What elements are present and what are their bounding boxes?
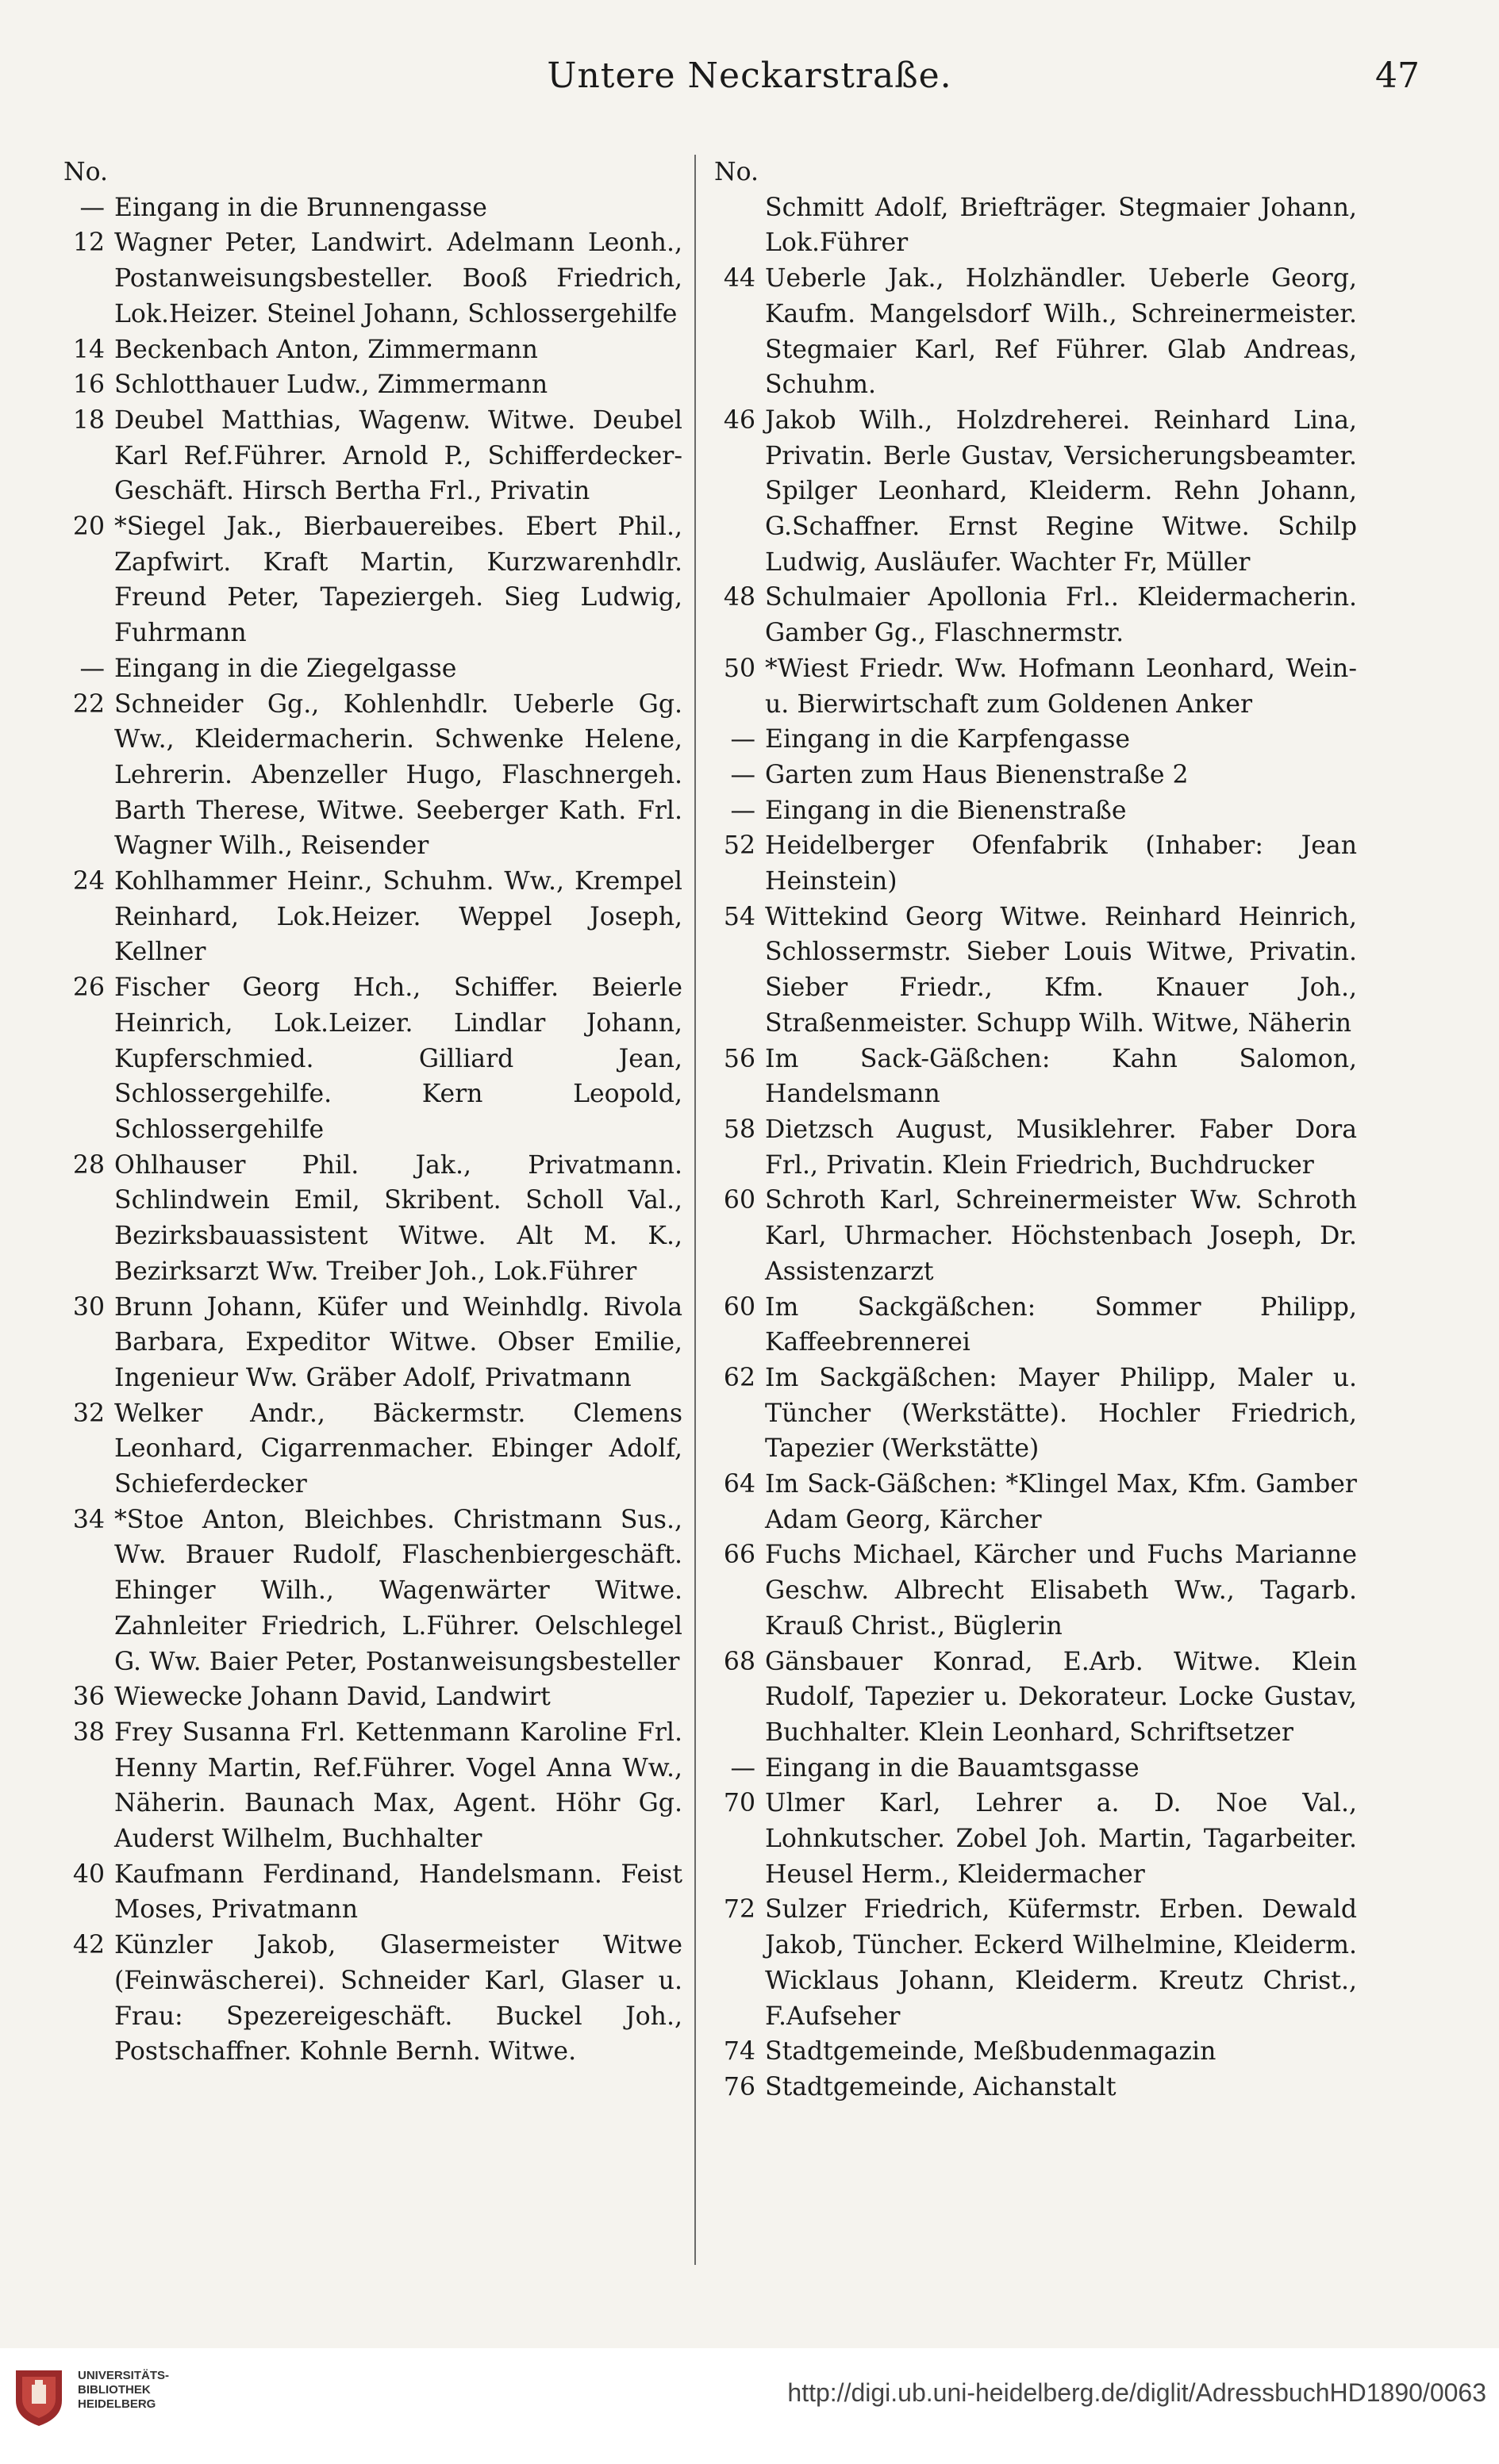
- resident-list: Eingang in die Bauamtsgasse: [765, 1753, 1140, 1783]
- house-number: 66: [723, 1541, 755, 1570]
- resident-list: Deubel Matthias, Wagenw. Witwe. Deubel Karl Ref.Führer. Arnold P., Schifferdecker-Geschäft. Hirsch Bertha Frl., Privatin: [114, 405, 682, 506]
- column-heading: No.: [63, 158, 108, 186]
- house-number: —: [730, 1753, 755, 1783]
- address-entry: [63, 332, 682, 368]
- house-number: 12: [72, 228, 105, 258]
- resident-list: Kaufmann Ferdinand, Handelsmann. Feist Moses, Privatmann: [114, 1860, 682, 1925]
- resident-list: *Wiest Friedr. Ww. Hofmann Leonhard, Wein- u. Bierwirtschaft zum Goldenen Anker: [765, 654, 1357, 719]
- resident-list: Eingang in die Ziegelgasse: [114, 654, 457, 683]
- resident-list: Kohlhammer Heinr., Schuhm. Ww., Krempel Reinhard, Lok.Heizer. Weppel Joseph, Kellner: [114, 867, 682, 967]
- resident-list: Jakob Wilh., Holzdreherei. Reinhard Lina, Privatin. Berle Gustav, Versicherungsbeamter. Spilger Leonhard, Kleiderm. Rehn Johann, G.Schaffner. Ernst Regine Witwe. Schilp Ludwig, Ausläufer. Wachter Fr, Müller: [765, 405, 1357, 577]
- house-number: 36: [72, 1683, 105, 1712]
- house-number: 16: [72, 370, 105, 400]
- address-entry: [63, 1396, 682, 1503]
- address-entry: [714, 1892, 1357, 2034]
- address-entry: [714, 1042, 1357, 1112]
- address-entry: [63, 509, 682, 651]
- address-entry: [714, 1183, 1357, 1289]
- resident-list: Schmitt Adolf, Briefträger. Stegmaier Johann, Lok.Führer: [765, 193, 1357, 258]
- left-column: [63, 155, 682, 2070]
- address-entry: [63, 1679, 682, 1715]
- address-entry: [714, 190, 1357, 261]
- resident-list: Beckenbach Anton, Zimmermann: [114, 335, 538, 364]
- house-number: 32: [72, 1399, 105, 1428]
- house-number: 54: [723, 902, 755, 931]
- address-entry: [63, 970, 682, 1148]
- house-number: 40: [72, 1860, 105, 1889]
- resident-list: Ueberle Jak., Holzhändler. Ueberle Georg, Kaufm. Mangelsdorf Wilh., Schreinermeister. Stegmaier Karl, Ref Führer. Glab Andreas, Schuhm.: [765, 264, 1357, 400]
- address-entry: [63, 225, 682, 332]
- library-name: UNIVERSITÄTS- BIBLIOTHEK HEIDELBERG: [78, 2369, 170, 2411]
- address-entry: [714, 1751, 1357, 1787]
- address-entry: [63, 687, 682, 865]
- house-number: 24: [72, 867, 105, 896]
- footer-bar: [0, 2348, 1499, 2464]
- house-number: 42: [72, 1931, 105, 1960]
- house-number: 14: [72, 335, 105, 364]
- house-number: 22: [72, 689, 105, 719]
- resident-list: Fuchs Michael, Kärcher und Fuchs Marianne Geschw. Albrecht Elisabeth Ww., Tagarb. Krauß Christ., Büglerin: [765, 1541, 1357, 1641]
- house-number: 64: [723, 1470, 755, 1499]
- page-title: Untere Neckarstraße.: [547, 56, 952, 96]
- house-number: 28: [72, 1150, 105, 1180]
- house-number: 74: [723, 2037, 755, 2067]
- house-number: 58: [723, 1115, 755, 1144]
- house-number: —: [730, 796, 755, 825]
- resident-list: Gänsbauer Konrad, E.Arb. Witwe. Klein Rudolf, Tapezier u. Dekorateur. Locke Gustav, Buchhalter. Klein Leonhard, Schriftsetzer: [765, 1647, 1357, 1747]
- house-number: 44: [723, 264, 755, 294]
- house-number: 34: [72, 1505, 105, 1534]
- house-number: 48: [723, 583, 755, 612]
- address-entry: [714, 1786, 1357, 1892]
- address-entry: [63, 1857, 682, 1928]
- address-entry: [714, 722, 1357, 758]
- address-entry: [63, 651, 682, 687]
- house-number: —: [730, 725, 755, 754]
- right-column: [714, 155, 1357, 2105]
- house-number: 56: [723, 1044, 755, 1073]
- house-number: —: [79, 193, 105, 222]
- address-entry: [714, 1645, 1357, 1751]
- resident-list: Im Sackgäßchen: Mayer Philipp, Maler u. Tüncher (Werkstätte). Hochler Friedrich, Tapezier (Werkstätte): [765, 1363, 1357, 1464]
- address-entry: [63, 1928, 682, 2070]
- house-number: 18: [72, 405, 105, 435]
- column-heading: No.: [714, 158, 759, 186]
- resident-list: Sulzer Friedrich, Küfermstr. Erben. Dewald Jakob, Tüncher. Eckerd Wilhelmine, Kleiderm. Wicklaus Johann, Kleiderm. Kreutz Christ., F.Aufseher: [765, 1895, 1357, 2031]
- resident-list: Stadtgemeinde, Aichanstalt: [765, 2072, 1117, 2101]
- address-entry: [63, 1290, 682, 1396]
- house-number: 30: [72, 1292, 105, 1322]
- house-number: 60: [723, 1292, 755, 1322]
- resident-list: Wiewecke Johann David, Landwirt: [114, 1683, 551, 1712]
- address-entry: [63, 190, 682, 226]
- address-entry: [63, 864, 682, 970]
- house-number: —: [730, 760, 755, 789]
- resident-list: *Stoe Anton, Bleichbes. Christmann Sus., Ww. Brauer Rudolf, Flaschenbiergeschäft. Ehinger Wilh., Wagenwärter Witwe. Zahnleiter Friedrich, L.Führer. Oelschlegel G. Ww. Baier Peter, Postanweisungsbesteller: [114, 1505, 682, 1676]
- address-entry: [714, 1361, 1357, 1467]
- resident-list: Stadtgemeinde, Meßbudenmagazin: [765, 2037, 1216, 2067]
- address-entry: [714, 580, 1357, 651]
- resident-list: Künzler Jakob, Glasermeister Witwe (Feinwäscherei). Schneider Karl, Glaser u. Frau: Spezereigeschäft. Buckel Joh., Postschaffner. Kohnle Bernh. Witwe.: [114, 1931, 682, 2067]
- resident-list: Wagner Peter, Landwirt. Adelmann Leonh., Postanweisungsbesteller. Booß Friedrich, Lok.Heizer. Steinel Johann, Schlossergehilfe: [114, 228, 682, 328]
- resident-list: Schroth Karl, Schreinermeister Ww. Schroth Karl, Uhrmacher. Höchstenbach Joseph, Dr. Assistenzarzt: [765, 1186, 1357, 1286]
- address-entry: [714, 403, 1357, 581]
- address-entry: [63, 403, 682, 509]
- resident-list: Garten zum Haus Bienenstraße 2: [765, 760, 1189, 789]
- address-entry: [63, 1715, 682, 1857]
- house-number: 38: [72, 1718, 105, 1747]
- address-entry: [714, 828, 1357, 899]
- resident-list: Wittekind Georg Witwe. Reinhard Heinrich, Schlossermstr. Sieber Louis Witwe, Privatin. Sieber Friedr., Kfm. Knauer Joh., Straßenmeister. Schupp Wilh. Witwe, Näherin: [765, 902, 1357, 1038]
- resident-list: Ohlhauser Phil. Jak., Privatmann. Schlindwein Emil, Skribent. Scholl Val., Bezirksbauassistent Witwe. Alt M. K., Bezirksarzt Ww. Treiber Joh., Lok.Führer: [114, 1150, 682, 1286]
- resident-list: Im Sackgäßchen: Sommer Philipp, Kaffeebrennerei: [765, 1292, 1357, 1357]
- house-number: 68: [723, 1647, 755, 1676]
- library-logo: [11, 2366, 194, 2429]
- resident-list: Brunn Johann, Küfer und Weinhdlg. Rivola Barbara, Expeditor Witwe. Obser Emilie, Ingenieur Ww. Gräber Adolf, Privatmann: [114, 1292, 682, 1392]
- house-number: 76: [723, 2072, 755, 2101]
- address-entry: [63, 367, 682, 403]
- resident-list: Frey Susanna Frl. Kettenmann Karoline Frl. Henny Martin, Ref.Führer. Vogel Anna Ww., Näherin. Baunach Max, Agent. Höhr Gg. Auderst Wilhelm, Buchhalter: [114, 1718, 682, 1854]
- address-entry: [714, 1537, 1357, 1644]
- resident-list: Schulmaier Apollonia Frl.. Kleidermacherin. Gamber Gg., Flaschnermstr.: [765, 583, 1357, 648]
- address-entry: [714, 2034, 1357, 2070]
- resident-list: Welker Andr., Bäckermstr. Clemens Leonhard, Cigarrenmacher. Ebinger Adolf, Schieferdecker: [114, 1399, 682, 1499]
- house-number: 50: [723, 654, 755, 683]
- address-entry: [714, 261, 1357, 403]
- page-header: [48, 56, 1451, 103]
- resident-list: Fischer Georg Hch., Schiffer. Beierle Heinrich, Lok.Leizer. Lindlar Johann, Kupferschmied. Gilliard Jean, Schlossergehilfe. Kern Leopold, Schlossergehilfe: [114, 973, 682, 1144]
- source-url[interactable]: http://digi.ub.uni-heidelberg.de/diglit/AdressbuchHD1890/0063: [787, 2378, 1486, 2407]
- resident-list: Eingang in die Brunnengasse: [114, 193, 487, 222]
- address-entry: [714, 2070, 1357, 2105]
- resident-list: Im Sack-Gäßchen: *Klingel Max, Kfm. Gamber Adam Georg, Kärcher: [765, 1470, 1357, 1534]
- address-entry: [714, 1112, 1357, 1183]
- resident-list: Ulmer Karl, Lehrer a. D. Noe Val., Lohnkutscher. Zobel Joh. Martin, Tagarbeiter. Heusel Herm., Kleidermacher: [765, 1789, 1357, 1889]
- resident-list: Dietzsch August, Musiklehrer. Faber Dora Frl., Privatin. Klein Friedrich, Buchdrucker: [765, 1115, 1357, 1180]
- page-number: 47: [1375, 56, 1420, 96]
- address-entry: [714, 793, 1357, 829]
- column-divider: [694, 155, 696, 2265]
- resident-list: Schneider Gg., Kohlenhdlr. Ueberle Gg. Ww., Kleidermacherin. Schwenke Helene, Lehrerin. Abenzeller Hugo, Flaschnergeh. Barth Therese, Witwe. Seeberger Kath. Frl. Wagner Wilh., Reisender: [114, 689, 682, 861]
- resident-list: Eingang in die Karpfengasse: [765, 725, 1131, 754]
- house-number: 20: [72, 512, 105, 542]
- address-entry: [63, 1503, 682, 1680]
- house-number: 70: [723, 1789, 755, 1818]
- resident-list: Eingang in die Bienenstraße: [765, 796, 1127, 825]
- house-number: —: [79, 654, 105, 683]
- address-entry: [714, 651, 1357, 722]
- resident-list: Schlotthauer Ludw., Zimmermann: [114, 370, 548, 400]
- resident-list: Im Sack-Gäßchen: Kahn Salomon, Handelsmann: [765, 1044, 1357, 1109]
- house-number: 46: [723, 405, 755, 435]
- address-entry: [714, 758, 1357, 793]
- address-entry: [714, 900, 1357, 1042]
- house-number: 52: [723, 831, 755, 861]
- library-seal-icon: [11, 2366, 67, 2428]
- address-entry: [714, 1290, 1357, 1361]
- house-number: [714, 190, 765, 261]
- house-number: 60: [723, 1186, 755, 1215]
- resident-list: Heidelberger Ofenfabrik (Inhaber: Jean Heinstein): [765, 831, 1357, 896]
- house-number: 26: [72, 973, 105, 1003]
- address-entry: [714, 1467, 1357, 1537]
- address-entry: [63, 1148, 682, 1290]
- house-number: 62: [723, 1363, 755, 1392]
- house-number: 72: [723, 1895, 755, 1925]
- resident-list: *Siegel Jak., Bierbauereibes. Ebert Phil., Zapfwirt. Kraft Martin, Kurzwarenhdlr. Freund Peter, Tapeziergeh. Sieg Ludwig, Fuhrmann: [114, 512, 682, 648]
